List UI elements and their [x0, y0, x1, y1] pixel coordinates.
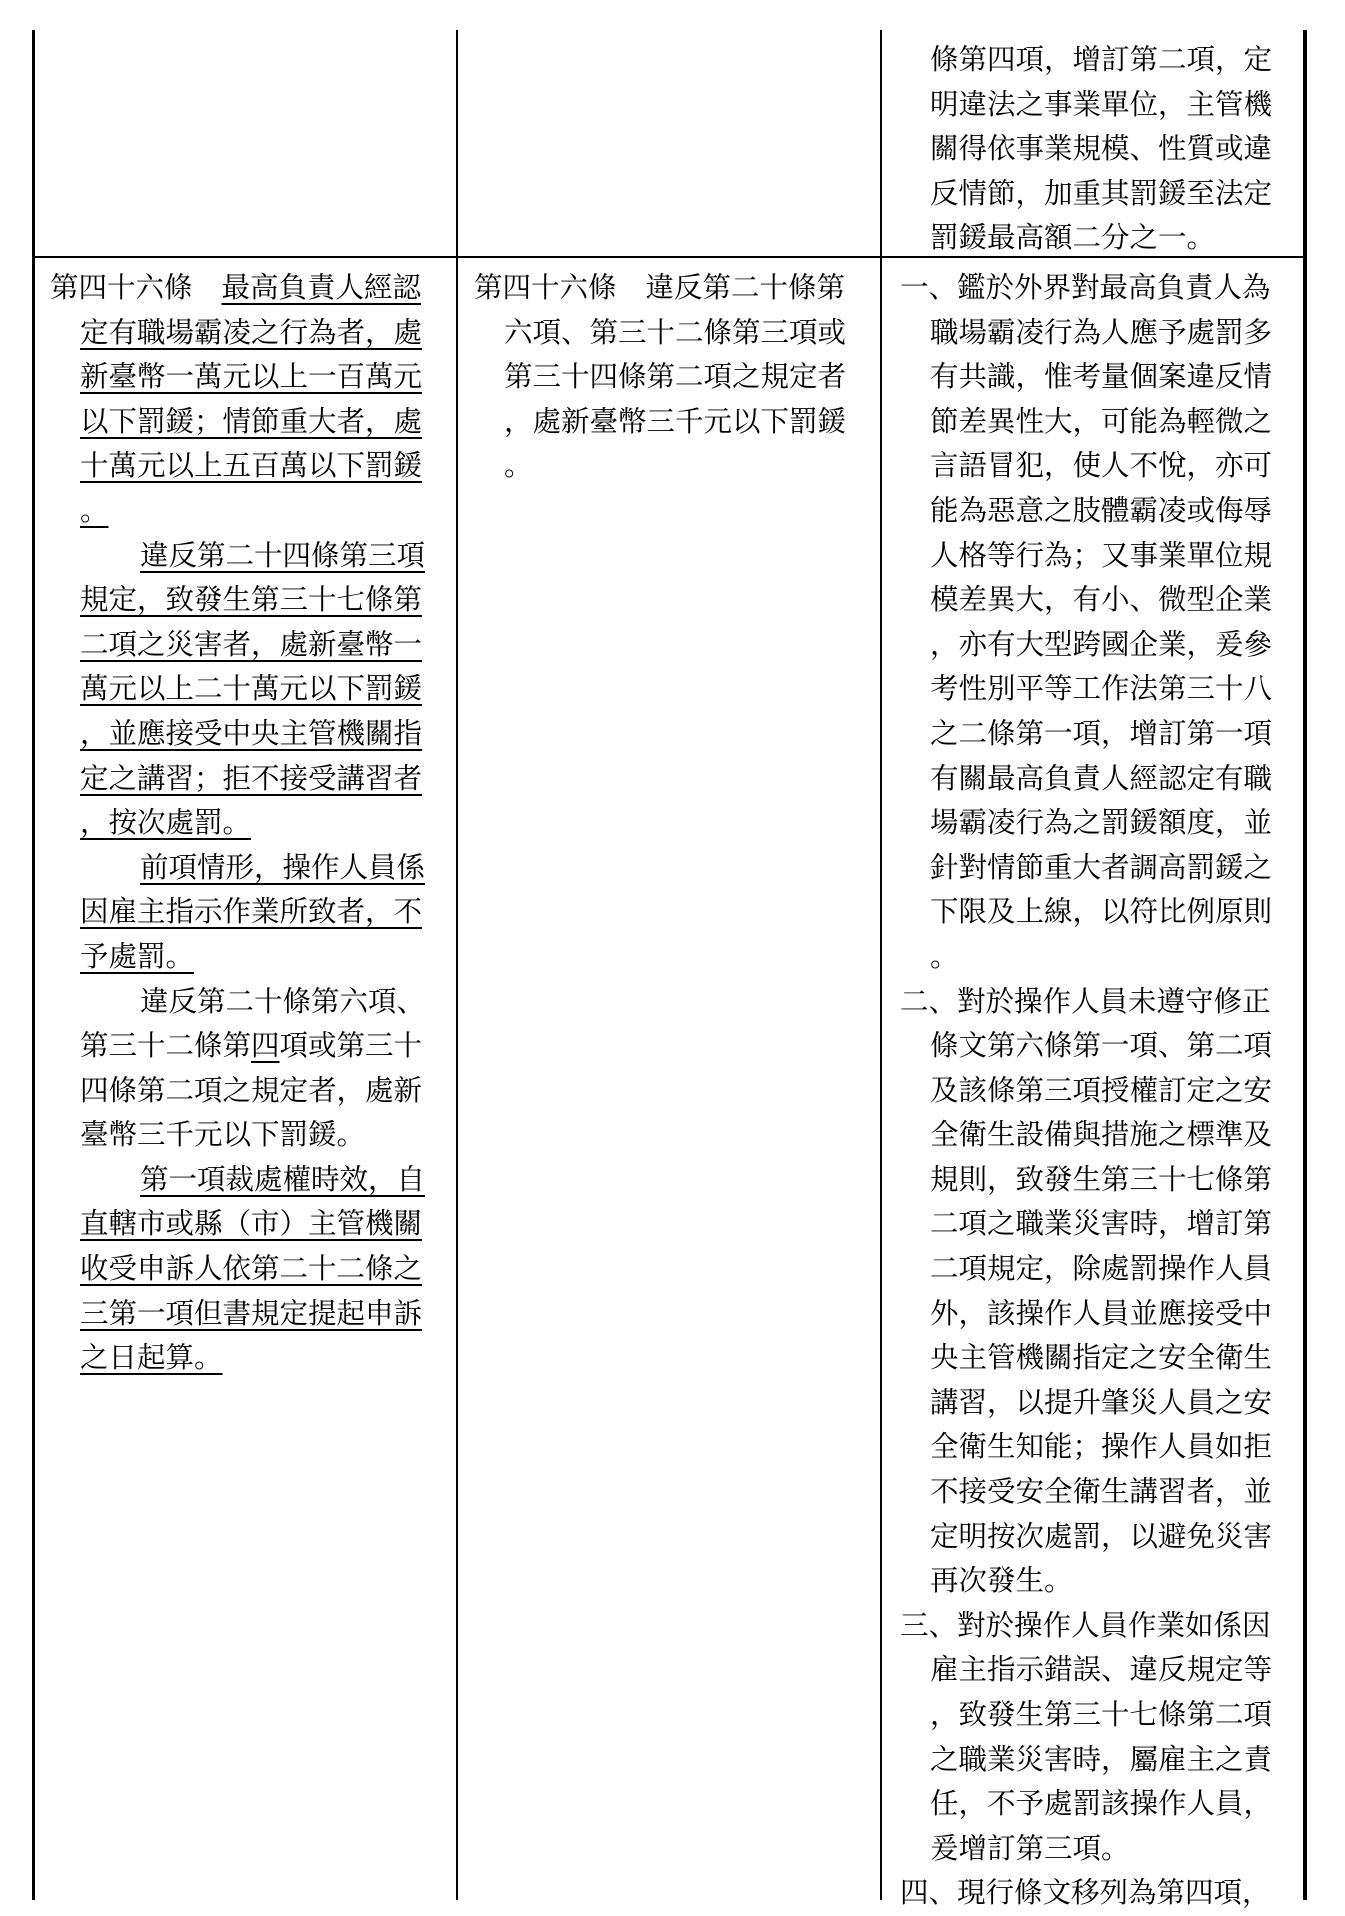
- explanation-text: 定明按次處罰，以避免災害: [930, 1519, 1273, 1553]
- current-text: ，處新臺幣三千元以下罰鍰: [504, 404, 847, 438]
- amended-text: 收受申訴人依第二十二條之: [80, 1252, 423, 1286]
- text-line: [900, 1336, 1272, 1381]
- explanation-text: 爰增訂第三項。: [930, 1831, 1130, 1865]
- text-line: [900, 846, 1272, 891]
- amended-text: ，並應接受中央主管機關指: [80, 716, 423, 750]
- text-line: 關得依事業規模、性質或違: [930, 132, 1273, 166]
- amended-text: ，按次處罰。: [80, 806, 252, 840]
- text-line: [50, 846, 425, 891]
- text-line: [900, 980, 1272, 1025]
- explanation-text: 規則，致發生第三十七條第: [930, 1162, 1273, 1196]
- explanation-text: 條文第六條第一項、第二項: [930, 1029, 1273, 1063]
- text-line: [50, 667, 425, 712]
- item-number: 三、: [900, 1608, 958, 1642]
- explanation-text: 對於操作人員未遵守修正: [957, 984, 1271, 1018]
- text-line: [900, 1425, 1272, 1470]
- text-line: [900, 1871, 1272, 1916]
- explanation-text: 模差異大，有小、微型企業: [930, 583, 1273, 617]
- amended-text: 之日起算。: [80, 1341, 223, 1375]
- text-line: [900, 1247, 1272, 1292]
- current-article-cell: [474, 266, 846, 489]
- column-divider-2: [880, 30, 882, 1900]
- amended-text: 因雇主指示作業所致者，不: [80, 895, 423, 929]
- text-line: [50, 890, 425, 935]
- text-line: 反情節，加重其罰鍰至法定: [930, 176, 1273, 210]
- text-line: [50, 623, 425, 668]
- existing-text: 違反第二十條第六項、: [140, 984, 426, 1018]
- amended-text: 新臺幣一萬元以上一百萬元: [80, 360, 423, 394]
- text-line: [900, 444, 1272, 489]
- text-line: [50, 1247, 425, 1292]
- explanation-text: 全衛生知能；操作人員如拒: [930, 1430, 1273, 1464]
- explanation-text: 任，不予處罰該操作人員，: [930, 1787, 1273, 1821]
- explanation-text: 之職業災害時，屬雇主之責: [930, 1742, 1273, 1776]
- explanation-text: 下限及上線，以符比例原則: [930, 895, 1273, 929]
- text-line: [50, 801, 425, 846]
- existing-text: 第三十二條第: [80, 1029, 252, 1063]
- text-line: [900, 1024, 1272, 1069]
- amended-text: 四: [251, 1029, 280, 1063]
- text-line: [900, 757, 1272, 802]
- explanation-text: 現行條文移列為第四項，: [957, 1876, 1271, 1910]
- text-line: [474, 444, 846, 489]
- explanation-text: ，致發生第三十七條第二項: [930, 1698, 1273, 1731]
- text-line: [900, 266, 1272, 311]
- table-border-right: [1303, 30, 1307, 1900]
- text-line: [900, 1470, 1272, 1515]
- text-line: [50, 1158, 425, 1203]
- text-line: [900, 534, 1272, 579]
- text-line: [900, 1559, 1272, 1604]
- text-line: 罰鍰最高額二分之一。: [930, 221, 1216, 255]
- explanation-text: 二項規定，除處罰操作人員: [930, 1252, 1273, 1286]
- explanation-text: 雇主指示錯誤、違反規定等: [930, 1653, 1273, 1687]
- text-line: [50, 355, 425, 400]
- text-line: [50, 1292, 425, 1337]
- text-line: [900, 1827, 1272, 1872]
- table-border-left: [32, 30, 35, 1900]
- amended-text: 違反第二十四條第三項: [140, 538, 426, 572]
- explanation-text: 及該條第三項授權訂定之安: [930, 1073, 1273, 1107]
- amended-text: 二項之災害者，處新臺幣一: [80, 627, 423, 661]
- explanation-text: 。: [930, 939, 959, 973]
- amended-text: 第一項裁處權時效，自: [140, 1162, 426, 1196]
- explanation-text: 二項之職業災害時，增訂第: [930, 1207, 1273, 1241]
- text-line: [50, 400, 425, 445]
- text-line: [900, 935, 1272, 980]
- text-line: [50, 489, 425, 534]
- explanation-text: 人格等行為；又事業單位規: [930, 538, 1273, 572]
- current-text: 違反第二十條第: [645, 271, 846, 304]
- text-line: [50, 444, 425, 489]
- text-line: [50, 1069, 425, 1114]
- text-line: [50, 266, 425, 311]
- existing-text: 臺幣三千元以下罰鍰。: [80, 1118, 366, 1152]
- text-line: [50, 757, 425, 802]
- text-line: [474, 266, 846, 311]
- text-line: [900, 1113, 1272, 1158]
- explanation-text: 職場霸凌行為人應予處罰多: [930, 315, 1273, 349]
- amended-text: 三第一項但書規定提起申訴: [80, 1296, 423, 1330]
- article-number: 第四十六條: [50, 271, 193, 304]
- text-line: [50, 1336, 425, 1381]
- text-line: [900, 1292, 1272, 1337]
- text-line: [474, 311, 846, 356]
- text-line: [50, 578, 425, 623]
- text-line: [900, 890, 1272, 935]
- explanation-text: 考性別平等工作法第三十八: [930, 672, 1273, 706]
- text-line: [900, 801, 1272, 846]
- text-line: [50, 311, 425, 356]
- amended-text: 最高負責人經認: [221, 271, 422, 304]
- text-line: [900, 578, 1272, 623]
- top-explanation-cell: [930, 38, 1272, 261]
- existing-text: 四條第二項之規定者，處新: [80, 1073, 423, 1107]
- explanation-text: 有共識，惟考量個案違反情: [930, 360, 1273, 394]
- explanation-text: 場霸凌行為之罰鍰額度，並: [930, 806, 1273, 840]
- current-text: 第三十四條第二項之規定者: [504, 360, 847, 394]
- amended-text: 規定，致發生第三十七條第: [80, 583, 423, 617]
- amended-text: 。: [80, 493, 109, 527]
- text-line: [50, 1113, 425, 1158]
- explanation-text: 外，該操作人員並應接受中: [930, 1296, 1273, 1330]
- current-text: 六項、第三十二條第三項或: [504, 315, 847, 349]
- existing-text: 項或第三十: [279, 1029, 423, 1063]
- item-number: 二、: [900, 984, 958, 1018]
- text-line: [900, 1782, 1272, 1827]
- text-line: [900, 1381, 1272, 1426]
- text-line: [50, 935, 425, 980]
- amended-text: 定有職場霸凌之行為者，處: [80, 315, 423, 349]
- text-line: [474, 355, 846, 400]
- explanation-text: 言語冒犯，使人不悅，亦可: [930, 449, 1273, 483]
- current-text: 。: [504, 449, 533, 483]
- explanation-text: 有關最高負責人經認定有職: [930, 761, 1273, 795]
- article-number: 第四十六條: [474, 271, 617, 304]
- amended-text: 前項情形，操作人員係: [140, 850, 426, 884]
- explanation-text: 央主管機關指定之安全衛生: [930, 1341, 1273, 1375]
- amended-text: 萬元以上二十萬元以下罰鍰: [80, 672, 423, 706]
- amended-text: 以下罰鍰；情節重大者，處: [80, 404, 423, 438]
- text-line: [900, 1158, 1272, 1203]
- explanation-cell: [900, 266, 1272, 1916]
- text-line: [900, 1515, 1272, 1560]
- explanation-text: 針對情節重大者調高罰鍰之: [930, 850, 1273, 884]
- text-line: [900, 400, 1272, 445]
- text-line: [50, 980, 425, 1025]
- column-divider-1: [456, 30, 458, 1900]
- text-line: [900, 1693, 1272, 1738]
- text-line: [900, 311, 1272, 356]
- text-line: [900, 355, 1272, 400]
- explanation-text: 對於操作人員作業如係因: [957, 1608, 1271, 1642]
- text-line: [50, 1202, 425, 1247]
- text-line: [900, 667, 1272, 712]
- amended-text: 予處罰。: [80, 939, 195, 973]
- text-line: [900, 623, 1272, 668]
- explanation-text: 全衛生設備與措施之標準及: [930, 1118, 1273, 1152]
- text-line: [900, 1202, 1272, 1247]
- explanation-text: 不接受安全衛生講習者，並: [930, 1475, 1273, 1509]
- amended-text: 定之講習；拒不接受講習者: [80, 761, 423, 795]
- text-line: [50, 1024, 425, 1069]
- text-line: 明違法之事業單位，主管機: [930, 87, 1273, 121]
- explanation-text: 鑑於外界對最高負責人為: [957, 271, 1271, 304]
- explanation-text: 節差異性大，可能為輕微之: [930, 404, 1273, 438]
- text-line: [900, 1738, 1272, 1783]
- text-line: [50, 534, 425, 579]
- item-number: 一、: [900, 271, 958, 304]
- explanation-text: 之二條第一項，增訂第一項: [930, 716, 1273, 750]
- amended-text: 十萬元以上五百萬以下罰鍰: [80, 449, 423, 483]
- text-line: [900, 489, 1272, 534]
- text-line: [900, 1604, 1272, 1649]
- text-line: [900, 712, 1272, 757]
- amended-text: 直轄市或縣（市）主管機關: [80, 1207, 423, 1241]
- explanation-text: 能為惡意之肢體霸凌或侮辱: [930, 493, 1273, 527]
- text-line: [50, 712, 425, 757]
- item-number: 四、: [900, 1876, 958, 1910]
- text-line: [900, 1648, 1272, 1693]
- amended-article-cell: [50, 266, 425, 1381]
- text-line: [474, 400, 846, 445]
- explanation-text: 再次發生。: [930, 1564, 1073, 1598]
- text-line: 條第四項，增訂第二項，定: [930, 43, 1273, 76]
- explanation-text: ，亦有大型跨國企業，爰參: [930, 627, 1273, 661]
- text-line: [900, 1069, 1272, 1114]
- explanation-text: 講習，以提升肇災人員之安: [930, 1385, 1273, 1419]
